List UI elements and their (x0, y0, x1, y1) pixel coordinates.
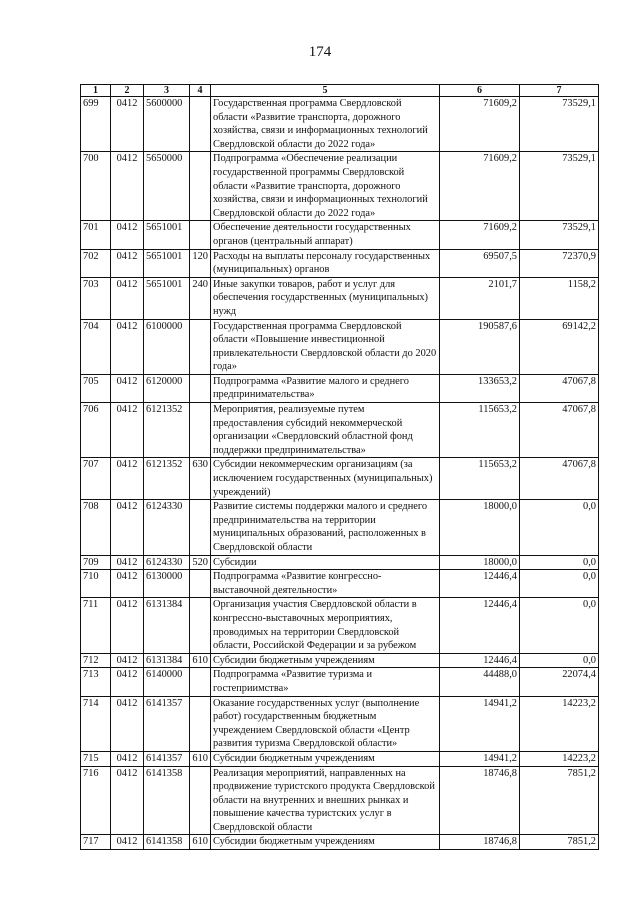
amount-col6: 2101,7 (440, 277, 520, 319)
amount-col6: 133653,2 (440, 374, 520, 402)
column-header: 2 (111, 85, 144, 97)
expense-type-code (190, 319, 211, 374)
amount-col7: 47067,8 (520, 403, 599, 458)
row-number: 713 (81, 668, 111, 696)
expense-type-code (190, 696, 211, 751)
expense-type-code (190, 152, 211, 221)
column-header: 1 (81, 85, 111, 97)
row-number: 712 (81, 653, 111, 668)
row-number: 715 (81, 751, 111, 766)
target-article-code: 6141358 (144, 835, 190, 850)
target-article-code: 5650000 (144, 152, 190, 221)
row-number: 707 (81, 458, 111, 500)
amount-col7: 0,0 (520, 570, 599, 598)
amount-col7: 0,0 (520, 653, 599, 668)
expense-type-code: 630 (190, 458, 211, 500)
section-code: 0412 (111, 403, 144, 458)
amount-col6: 69507,5 (440, 249, 520, 277)
table-header-row (81, 85, 599, 97)
section-code: 0412 (111, 458, 144, 500)
table-row (81, 555, 599, 570)
table-row (81, 249, 599, 277)
target-article-code: 6121352 (144, 458, 190, 500)
expense-type-code (190, 570, 211, 598)
amount-col6: 115653,2 (440, 403, 520, 458)
target-article-code: 6121352 (144, 403, 190, 458)
amount-col6: 18000,0 (440, 555, 520, 570)
amount-col6: 44488,0 (440, 668, 520, 696)
amount-col7: 22074,4 (520, 668, 599, 696)
expense-type-code: 120 (190, 249, 211, 277)
target-article-code: 6120000 (144, 374, 190, 402)
target-article-code: 5651001 (144, 249, 190, 277)
amount-col7: 1158,2 (520, 277, 599, 319)
row-description: Обеспечение деятельности государственных органов (центральный аппарат) (211, 221, 440, 249)
section-code: 0412 (111, 374, 144, 402)
row-description: Субсидии бюджетным учреждениям (211, 653, 440, 668)
table-row (81, 374, 599, 402)
row-description: Государственная программа Свердловской области «Развитие транспорта, дорожного хозяйства, связи и информационных технологий Свердловской области до 2022 года» (211, 97, 440, 152)
expense-type-code: 240 (190, 277, 211, 319)
amount-col6: 12446,4 (440, 598, 520, 653)
row-number: 701 (81, 221, 111, 249)
amount-col6: 18746,8 (440, 835, 520, 850)
amount-col7: 69142,2 (520, 319, 599, 374)
row-number: 702 (81, 249, 111, 277)
row-number: 703 (81, 277, 111, 319)
target-article-code: 6131384 (144, 598, 190, 653)
amount-col6: 115653,2 (440, 458, 520, 500)
section-code: 0412 (111, 249, 144, 277)
row-description: Расходы на выплаты персоналу государственных (муниципальных) органов (211, 249, 440, 277)
table-row (81, 668, 599, 696)
table-row (81, 152, 599, 221)
target-article-code: 6124330 (144, 500, 190, 555)
section-code: 0412 (111, 221, 144, 249)
row-description: Организация участия Свердловской области в конгрессно-выставочных мероприятиях, проводимых на территории Свердловской области, Российской Федерации и за рубежом (211, 598, 440, 653)
row-number: 708 (81, 500, 111, 555)
row-description: Подпрограмма «Развитие малого и среднего предпринимательства» (211, 374, 440, 402)
expense-type-code (190, 500, 211, 555)
amount-col7: 73529,1 (520, 221, 599, 249)
row-description: Подпрограмма «Развитие туризма и гостеприимства» (211, 668, 440, 696)
row-description: Иные закупки товаров, работ и услуг для обеспечения государственных (муниципальных) нужд (211, 277, 440, 319)
row-number: 706 (81, 403, 111, 458)
target-article-code: 6140000 (144, 668, 190, 696)
row-number: 700 (81, 152, 111, 221)
amount-col7: 0,0 (520, 500, 599, 555)
expense-type-code (190, 97, 211, 152)
column-header: 7 (520, 85, 599, 97)
amount-col6: 14941,2 (440, 751, 520, 766)
table-row (81, 598, 599, 653)
amount-col7: 7851,2 (520, 766, 599, 835)
expense-type-code (190, 766, 211, 835)
column-header: 5 (211, 85, 440, 97)
target-article-code: 6131384 (144, 653, 190, 668)
amount-col7: 0,0 (520, 555, 599, 570)
expense-type-code (190, 598, 211, 653)
table-row (81, 403, 599, 458)
row-description: Субсидии бюджетным учреждениям (211, 751, 440, 766)
row-description: Подпрограмма «Обеспечение реализации государственной программы Свердловской области «Развитие транспорта, дорожного хозяйства, связи и информационных технологий Свердловской области до 2022 года» (211, 152, 440, 221)
section-code: 0412 (111, 668, 144, 696)
section-code: 0412 (111, 555, 144, 570)
row-description: Подпрограмма «Развитие конгрессно-выставочной деятельности» (211, 570, 440, 598)
expense-type-code: 520 (190, 555, 211, 570)
row-number: 714 (81, 696, 111, 751)
table-row (81, 835, 599, 850)
row-description: Государственная программа Свердловской области «Повышение инвестиционной привлекательности Свердловской области до 2020 года» (211, 319, 440, 374)
section-code: 0412 (111, 319, 144, 374)
table-row (81, 570, 599, 598)
amount-col6: 71609,2 (440, 221, 520, 249)
expense-type-code (190, 668, 211, 696)
column-header: 6 (440, 85, 520, 97)
expense-type-code: 610 (190, 653, 211, 668)
row-number: 711 (81, 598, 111, 653)
target-article-code: 6141357 (144, 751, 190, 766)
amount-col7: 73529,1 (520, 152, 599, 221)
column-header: 3 (144, 85, 190, 97)
expense-type-code (190, 221, 211, 249)
target-article-code: 5600000 (144, 97, 190, 152)
section-code: 0412 (111, 751, 144, 766)
amount-col6: 71609,2 (440, 97, 520, 152)
amount-col7: 7851,2 (520, 835, 599, 850)
section-code: 0412 (111, 653, 144, 668)
section-code: 0412 (111, 500, 144, 555)
row-number: 709 (81, 555, 111, 570)
target-article-code: 6100000 (144, 319, 190, 374)
amount-col6: 18746,8 (440, 766, 520, 835)
amount-col7: 47067,8 (520, 374, 599, 402)
row-number: 710 (81, 570, 111, 598)
section-code: 0412 (111, 97, 144, 152)
amount-col7: 47067,8 (520, 458, 599, 500)
amount-col6: 71609,2 (440, 152, 520, 221)
table-row (81, 221, 599, 249)
row-number: 716 (81, 766, 111, 835)
amount-col6: 12446,4 (440, 653, 520, 668)
column-header: 4 (190, 85, 211, 97)
target-article-code: 5651001 (144, 277, 190, 319)
row-number: 704 (81, 319, 111, 374)
row-number: 705 (81, 374, 111, 402)
table-row (81, 458, 599, 500)
amount-col6: 18000,0 (440, 500, 520, 555)
table-row (81, 319, 599, 374)
section-code: 0412 (111, 696, 144, 751)
row-description: Мероприятия, реализуемые путем предоставления субсидий некоммерческой организации «Свердловский областной фонд поддержки предпринимательства» (211, 403, 440, 458)
amount-col6: 12446,4 (440, 570, 520, 598)
row-description: Субсидии (211, 555, 440, 570)
section-code: 0412 (111, 835, 144, 850)
section-code: 0412 (111, 152, 144, 221)
table-row (81, 97, 599, 152)
target-article-code: 5651001 (144, 221, 190, 249)
amount-col6: 190587,6 (440, 319, 520, 374)
row-description: Субсидии некоммерческим организациям (за исключением государственных (муниципальных) учреждений) (211, 458, 440, 500)
amount-col7: 14223,2 (520, 751, 599, 766)
row-number: 717 (81, 835, 111, 850)
table-row (81, 696, 599, 751)
amount-col7: 0,0 (520, 598, 599, 653)
table-row (81, 653, 599, 668)
amount-col7: 72370,9 (520, 249, 599, 277)
table-row (81, 751, 599, 766)
row-number: 699 (81, 97, 111, 152)
section-code: 0412 (111, 598, 144, 653)
table-row (81, 500, 599, 555)
table-row (81, 277, 599, 319)
target-article-code: 6130000 (144, 570, 190, 598)
row-description: Развитие системы поддержки малого и среднего предпринимательства на территории муниципальных образований, расположенных в Свердловской области (211, 500, 440, 555)
row-description: Субсидии бюджетным учреждениям (211, 835, 440, 850)
expense-type-code: 610 (190, 835, 211, 850)
amount-col6: 14941,2 (440, 696, 520, 751)
amount-col7: 73529,1 (520, 97, 599, 152)
section-code: 0412 (111, 277, 144, 319)
amount-col7: 14223,2 (520, 696, 599, 751)
expense-type-code: 610 (190, 751, 211, 766)
table-row (81, 766, 599, 835)
target-article-code: 6124330 (144, 555, 190, 570)
row-description: Оказание государственных услуг (выполнение работ) государственным бюджетным учреждением Свердловской области «Центр развития туризма Свердловской области» (211, 696, 440, 751)
target-article-code: 6141358 (144, 766, 190, 835)
row-description: Реализация мероприятий, направленных на продвижение туристского продукта Свердловской области на внутренних и внешних рынках и повышение качества туристских услуг в Свердловской области (211, 766, 440, 835)
section-code: 0412 (111, 570, 144, 598)
expense-type-code (190, 374, 211, 402)
expense-type-code (190, 403, 211, 458)
section-code: 0412 (111, 766, 144, 835)
target-article-code: 6141357 (144, 696, 190, 751)
page-number: 174 (308, 44, 332, 60)
budget-table (80, 84, 599, 850)
